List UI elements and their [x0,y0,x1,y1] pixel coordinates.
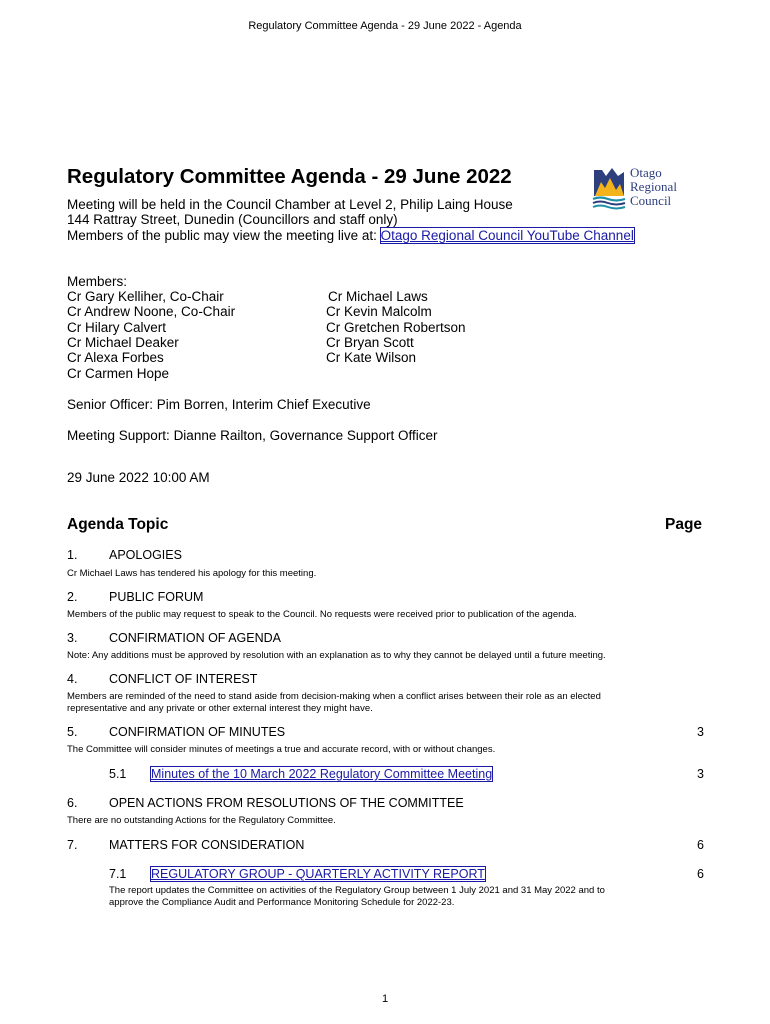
page-number: 1 [381,993,389,1005]
agenda-item-number: 4. [67,672,78,686]
page-title: Regulatory Committee Agenda - 29 June 2022 [67,165,512,188]
agenda-item-number: 3. [67,631,78,645]
livestream-prefix: Members of the public may view the meeting live at: [67,228,381,243]
orc-logo [592,166,702,216]
agenda-subitem-description: The report updates the Committee on activities of the Regulatory Group between 1 July 2021 and 31 May 2022 and to [109,885,605,896]
logo-line-2: Regional [630,179,677,194]
agenda-item-number: 5. [67,725,78,739]
agenda-subitem-page: 3 [697,767,704,781]
quarterly-report-link[interactable]: REGULATORY GROUP - QUARTERLY ACTIVITY REPORT [151,867,485,881]
agenda-item-number: 1. [67,548,78,562]
livestream-line [67,228,634,243]
agenda-item-description: Members are reminded of the need to stand aside from decision-making when a conflict arises between their role as an elected [67,691,601,702]
agenda-item-title: CONFLICT OF INTEREST [109,672,258,686]
agenda-item-title: APOLOGIES [109,548,182,562]
agenda-page-header: Page [665,516,703,533]
agenda-item-title: PUBLIC FORUM [109,590,204,604]
agenda-subitem-number: 7.1 [109,867,127,881]
logo-text [630,166,677,208]
agenda-topic-header: Agenda Topic [67,516,169,533]
agenda-item-title: CONFIRMATION OF AGENDA [109,631,281,645]
logo-line-1: Otago [630,165,662,180]
member-left-5: Cr Alexa Forbes [67,350,164,365]
member-left-4: Cr Michael Deaker [67,335,179,350]
member-right-1: Cr Michael Laws [328,289,428,304]
member-left-2: Cr Andrew Noone, Co-Chair [67,304,236,319]
logo-line-3: Council [630,193,672,208]
running-header: Regulatory Committee Agenda - 29 June 2022 - Agenda [248,20,522,32]
members-label: Members: [67,274,128,289]
member-right-4: Cr Bryan Scott [326,335,414,350]
agenda-item-number: 2. [67,590,78,604]
meeting-datetime: 29 June 2022 10:00 AM [67,470,210,485]
agenda-item-number: 7. [67,838,78,852]
member-right-2: Cr Kevin Malcolm [326,304,432,319]
agenda-item-title: OPEN ACTIONS FROM RESOLUTIONS OF THE COMMITTEE [109,796,464,810]
minutes-link[interactable]: Minutes of the 10 March 2022 Regulatory Committee Meeting [151,767,493,781]
agenda-item-page: 3 [697,725,704,739]
meeting-address-line: 144 Rattray Street, Dunedin (Councillors and staff only) [67,212,398,227]
agenda-item-description: Members of the public may request to speak to the Council. No requests were received prior to publication of the agenda. [67,609,577,620]
agenda-subitem-page: 6 [697,867,704,881]
agenda-item-description: The Committee will consider minutes of meetings a true and accurate record, with or without changes. [67,744,496,755]
meeting-support: Meeting Support: Dianne Railton, Governance Support Officer [67,428,438,443]
agenda-item-number: 6. [67,796,78,810]
agenda-item-title: CONFIRMATION OF MINUTES [109,725,286,739]
agenda-item-description: There are no outstanding Actions for the Regulatory Committee. [67,815,336,826]
youtube-channel-link[interactable]: Otago Regional Council YouTube Channel [380,228,634,243]
member-right-5: Cr Kate Wilson [326,350,417,365]
meeting-location-line: Meeting will be held in the Council Chamber at Level 2, Philip Laing House [67,197,513,212]
agenda-item-description: representative and any private or other external interest they might have. [67,703,373,714]
agenda-subitem-description: approve the Compliance Audit and Performance Monitoring Schedule for 2022-23. [109,897,455,908]
member-left-1: Cr Gary Kelliher, Co-Chair [67,289,224,304]
agenda-item-description: Cr Michael Laws has tendered his apology for this meeting. [67,568,317,579]
member-left-6: Cr Carmen Hope [67,366,170,381]
logo-mountain-icon [592,166,626,212]
member-right-3: Cr Gretchen Robertson [326,320,466,335]
agenda-item-page: 6 [697,838,704,852]
senior-officer: Senior Officer: Pim Borren, Interim Chief Executive [67,397,371,412]
member-left-3: Cr Hilary Calvert [67,320,167,335]
agenda-subitem-number: 5.1 [109,767,127,781]
agenda-item-description: Note: Any additions must be approved by resolution with an explanation as to why they cannot be delayed until a future meeting. [67,650,606,661]
agenda-item-title: MATTERS FOR CONSIDERATION [109,838,305,852]
